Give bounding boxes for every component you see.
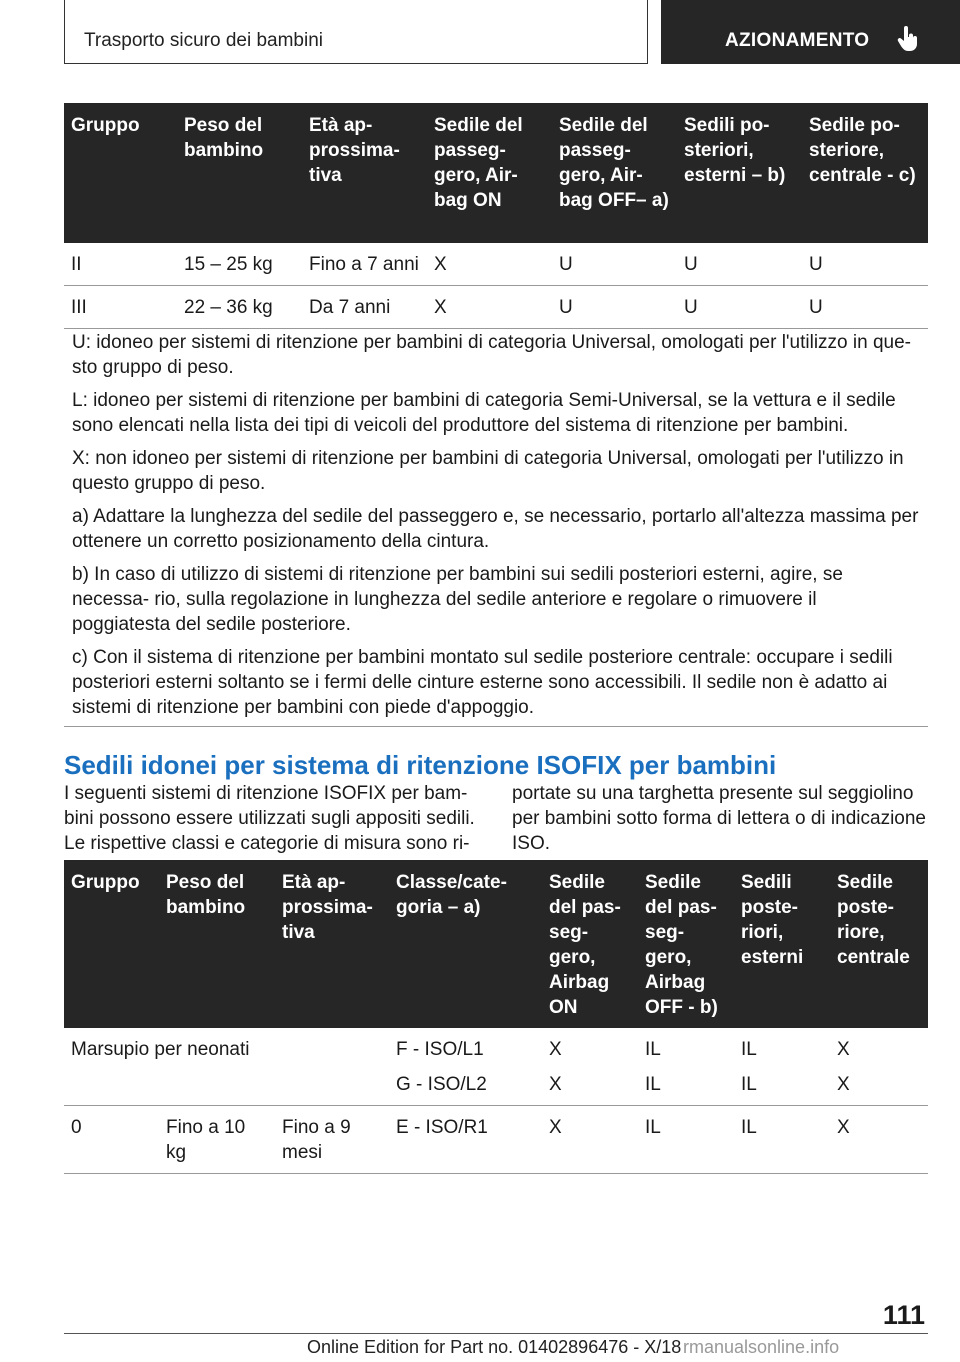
note-a: a) Adattare la lunghezza del sedile del passeggero e, se necessario, portarlo all'altezza massima per ottenere un corretto posizionamento della cintura.	[72, 506, 919, 552]
hand-pointer-icon	[896, 26, 920, 52]
cell-line: G - ISO/L2	[396, 1074, 487, 1095]
table-cell	[638, 1028, 734, 1106]
note-c: c) Con il sistema di ritenzione per bambini montato sul sedile posteriore centrale: occupare i sedili posteriori esterni soltanto se i fermi delle cinture esterne sono accessibili. Il sedile non è adatto ai sistemi di ritenzione per bambini con piede d'appoggio.	[72, 647, 893, 718]
cell-line: F - ISO/L1	[396, 1039, 484, 1060]
table-cell: 22 – 36 kg	[177, 286, 302, 329]
table-row	[64, 243, 928, 286]
header-cell: Sedile poste- riore, centrale	[830, 860, 928, 1028]
header-section-title: Trasporto sicuro dei bambini	[83, 30, 323, 51]
table-cell: 0	[64, 1106, 159, 1174]
note-x: X: non idoneo per sistemi di ritenzione per bambini di categoria Universal, omologati per l'utilizzo in questo gruppo di peso.	[72, 448, 904, 494]
cell-line: X	[549, 1039, 562, 1060]
table-cell: X	[542, 1106, 638, 1174]
cell-line: IL	[741, 1039, 757, 1060]
table-row	[64, 1106, 928, 1174]
header-cell: Sedile del passeg- gero, Air- bag OFF– a)	[552, 103, 677, 243]
cell-line: IL	[645, 1074, 661, 1095]
note-u: U: idoneo per sistemi di ritenzione per bambini di categoria Universal, omologati per l'utilizzo in que- sto gruppo di peso.	[72, 332, 911, 378]
intro-left-column: I seguenti sistemi di ritenzione ISOFIX per bam- bini possono essere utilizzati sugli appositi sedili. Le rispettive classi e categorie di misura sono ri-	[64, 783, 475, 854]
cell-line: IL	[741, 1074, 757, 1095]
table-cell	[389, 1028, 542, 1106]
table-cell: U	[677, 243, 802, 286]
header-cell: Gruppo	[64, 103, 177, 243]
footer-edition: Online Edition for Part no. 01402896476 - X/18	[307, 1337, 682, 1357]
table-row	[64, 1028, 928, 1106]
table-cell: IL	[638, 1106, 734, 1174]
table-cell: Fino a 7 anni	[302, 243, 427, 286]
cell-line: X	[837, 1074, 850, 1095]
table-cell	[542, 1028, 638, 1106]
header-cell: Gruppo	[64, 860, 159, 1028]
header-cell: Peso del bambino	[159, 860, 275, 1028]
header-cell: Sedile del passeg- gero, Air- bag ON	[427, 103, 552, 243]
cell-line: X	[549, 1074, 562, 1095]
table-cell: X	[427, 243, 552, 286]
table-cell: Da 7 anni	[302, 286, 427, 329]
page-number: 111	[882, 1300, 925, 1330]
cell-line: X	[837, 1039, 850, 1060]
table-header-row	[64, 103, 928, 243]
note-l: L: idoneo per sistemi di ritenzione per bambini di categoria Semi-Universal, se la vettura e il sedile sono elencati nella lista dei tipi di veicoli del produttore del sistema di ritenzione per bambini.	[72, 390, 896, 436]
header-cell: Età ap- prossima- tiva	[275, 860, 389, 1028]
footer-divider	[64, 1333, 928, 1334]
table-header-row	[64, 860, 928, 1028]
intro-right-column: portate su una targhetta presente sul seggiolino per bambini sotto forma di lettera o di indicazione ISO.	[512, 783, 927, 854]
header-cell: Sedili poste- riori, esterni	[734, 860, 830, 1028]
table-cell: II	[64, 243, 177, 286]
note-b: b) In caso di utilizzo di sistemi di ritenzione per bambini sui sedili posteriori esterni, agire, se necessa- rio, sulla regolazione in lunghezza del sedile anteriore e regolare o rimuovere il poggiatesta del sedile posteriore.	[72, 564, 843, 635]
cell-line: IL	[645, 1039, 661, 1060]
table-notes	[64, 322, 928, 727]
header-cell: Età ap- prossima- tiva	[302, 103, 427, 243]
table-cell: 15 – 25 kg	[177, 243, 302, 286]
table-cell: Marsupio per neonati	[64, 1028, 389, 1106]
table-cell: X	[427, 286, 552, 329]
header-cell: Classe/cate- goria – a)	[389, 860, 542, 1028]
header-section-box	[64, 0, 648, 64]
table-cell	[830, 1028, 928, 1106]
header-chapter-title: AZIONAMENTO	[725, 30, 870, 51]
isofix-seats-table	[64, 860, 928, 1174]
header-cell: Sedile del pas- seg- gero, Airbag OFF - b)	[638, 860, 734, 1028]
table-cell: IL	[734, 1106, 830, 1174]
table-cell: III	[64, 286, 177, 329]
table-cell: U	[802, 286, 928, 329]
table-cell	[734, 1028, 830, 1106]
header-cell: Sedili po- steriori, esterni – b)	[677, 103, 802, 243]
table-cell: Fino a 9 mesi	[275, 1106, 389, 1174]
footer-watermark: rmanualsonline.info	[683, 1337, 840, 1357]
table-cell: U	[677, 286, 802, 329]
table-cell: U	[802, 243, 928, 286]
header-cell: Sedile del pas- seg- gero, Airbag ON	[542, 860, 638, 1028]
table-cell: E - ISO/R1	[389, 1106, 542, 1174]
table-cell: Fino a 10 kg	[159, 1106, 275, 1174]
table-cell: U	[552, 286, 677, 329]
header-chapter-box	[661, 0, 960, 64]
header-cell: Peso del bambino	[177, 103, 302, 243]
table-cell: U	[552, 243, 677, 286]
header-cell: Sedile po- steriore, centrale - c)	[802, 103, 928, 243]
universal-seats-table	[64, 103, 928, 329]
section-heading: Sedili idonei per sistema di ritenzione ISOFIX per bambini	[64, 750, 777, 780]
table-cell: X	[830, 1106, 928, 1174]
